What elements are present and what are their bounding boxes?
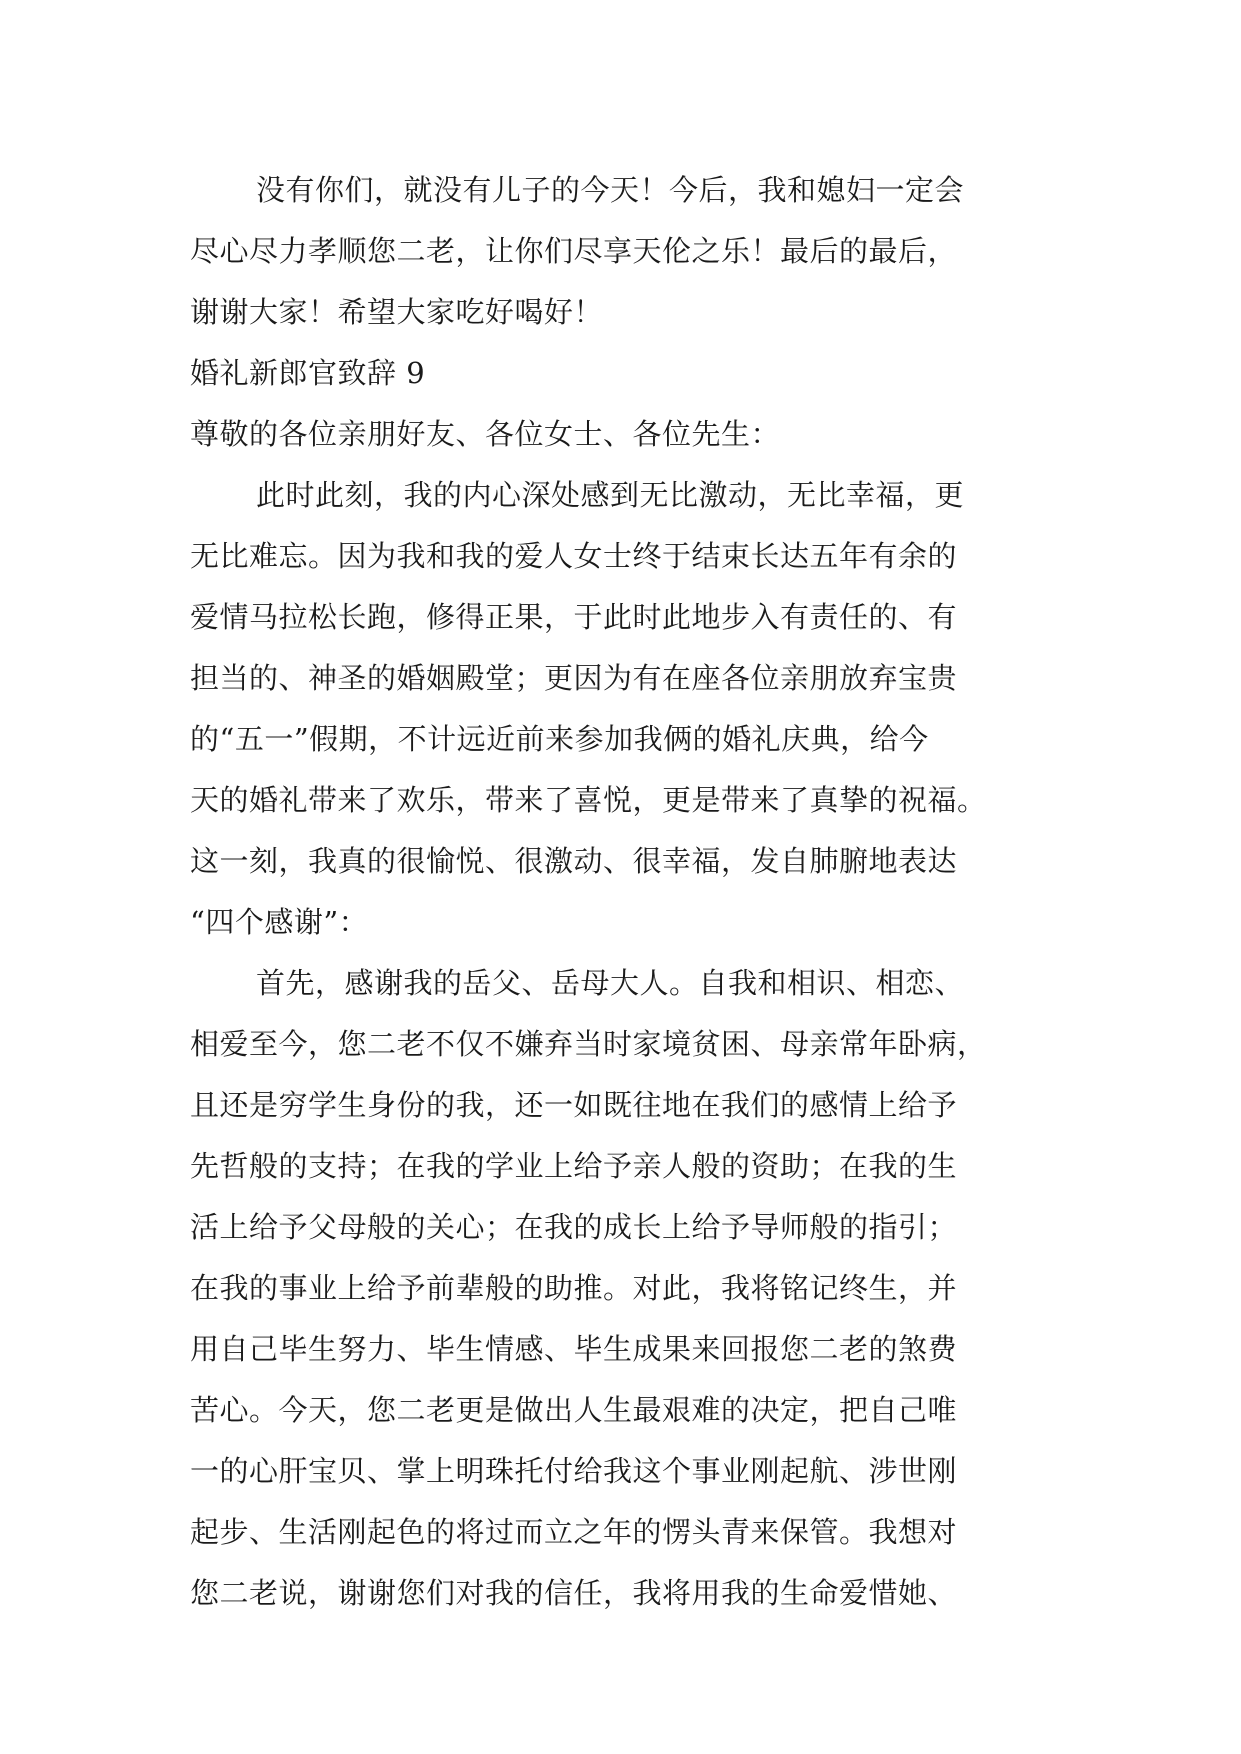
- paragraph-line: 爱情马拉松长跑，修得正果，于此时此地步入有责任的、有: [190, 600, 958, 634]
- paragraph-line: 尽心尽力孝顺您二老，让你们尽享天伦之乐！最后的最后，: [190, 234, 958, 268]
- paragraph-line: 天的婚礼带来了欢乐，带来了喜悦，更是带来了真挚的祝福。: [190, 783, 987, 817]
- paragraph-line: 这一刻，我真的很愉悦、很激动、很幸福，发自肺腑地表达: [190, 844, 958, 878]
- salutation-line: 尊敬的各位亲朋好友、各位女士、各位先生：: [190, 417, 781, 451]
- paragraph-line: 首先，感谢我的岳父、岳母大人。自我和相识、相恋、: [256, 966, 965, 1000]
- paragraph-line: 且还是穷学生身份的我，还一如既往地在我们的感情上给予: [190, 1088, 958, 1122]
- document-body: [190, 160, 1070, 1624]
- paragraph-line: “四个感谢”：: [190, 905, 369, 939]
- paragraph-line: 无比难忘。因为我和我的爱人女士终于结束长达五年有余的: [190, 539, 958, 573]
- paragraph-line: 在我的事业上给予前辈般的助推。对此，我将铭记终生，并: [190, 1271, 958, 1305]
- paragraph-line: 担当的、神圣的婚姻殿堂；更因为有在座各位亲朋放弃宝贵: [190, 661, 958, 695]
- paragraph-line: 的“五一”假期，不计远近前来参加我俩的婚礼庆典，给今: [190, 722, 929, 756]
- paragraph-line: 此时此刻，我的内心深处感到无比激动，无比幸福，更: [256, 478, 965, 512]
- paragraph-line: 活上给予父母般的关心；在我的成长上给予导师般的指引；: [190, 1210, 958, 1244]
- paragraph-line: 相爱至今，您二老不仅不嫌弃当时家境贫困、母亲常年卧病，: [190, 1027, 987, 1061]
- paragraph-line: 用自己毕生努力、毕生情感、毕生成果来回报您二老的煞费: [190, 1332, 958, 1366]
- paragraph-line: 没有你们，就没有儿子的今天！今后，我和媳妇一定会: [256, 173, 965, 207]
- paragraph-line: 一的心肝宝贝、掌上明珠托付给我这个事业刚起航、涉世刚: [190, 1454, 958, 1488]
- section-title: 婚礼新郎官致辞 9: [190, 356, 426, 390]
- paragraph-line: 您二老说，谢谢您们对我的信任，我将用我的生命爱惜她、: [190, 1576, 958, 1610]
- paragraph-line: 先哲般的支持；在我的学业上给予亲人般的资助；在我的生: [190, 1149, 958, 1183]
- paragraph-line: 苦心。今天，您二老更是做出人生最艰难的决定，把自己唯: [190, 1393, 958, 1427]
- paragraph-line: 起步、生活刚起色的将过而立之年的愣头青来保管。我想对: [190, 1515, 958, 1549]
- paragraph-line: 谢谢大家！希望大家吃好喝好！: [190, 295, 604, 329]
